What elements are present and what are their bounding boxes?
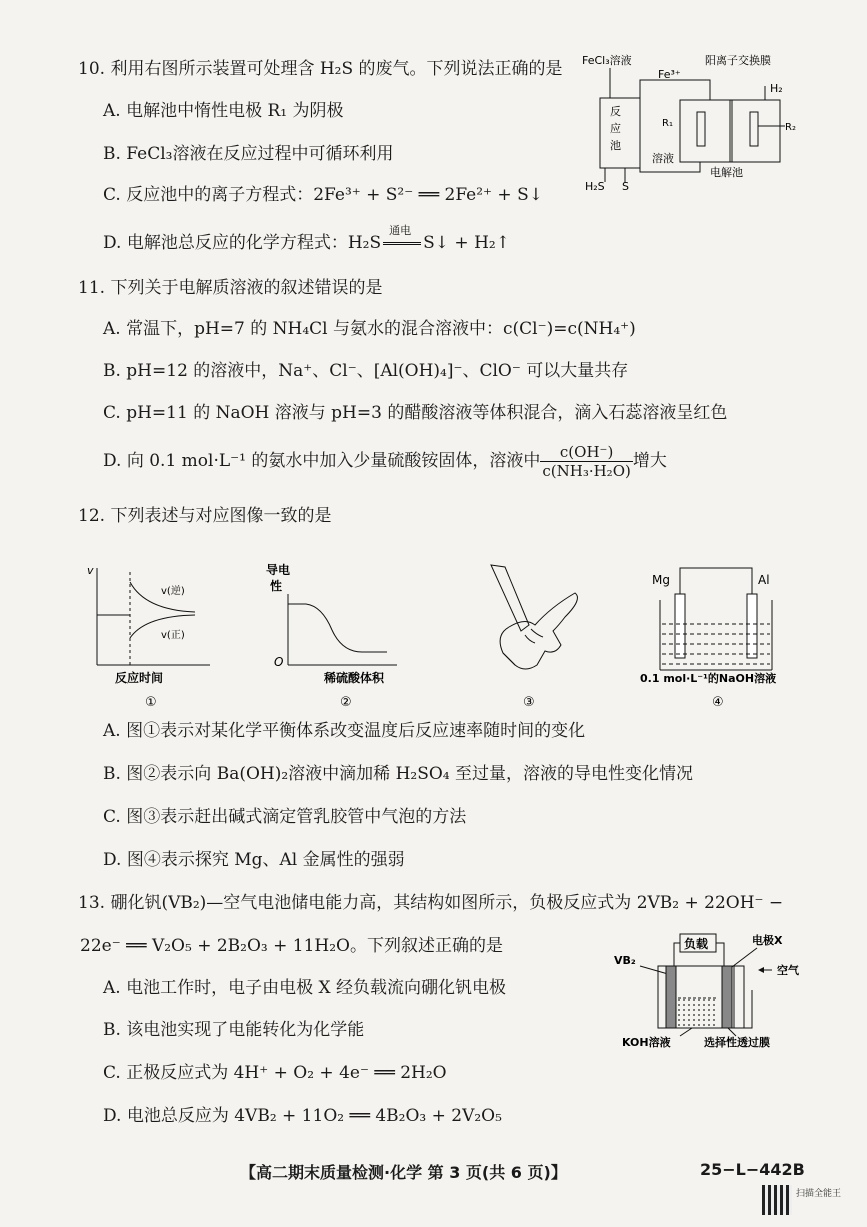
fig1-v: v — [87, 564, 94, 577]
q10-option-d — [103, 224, 510, 254]
q10-stem: 10. 利用右图所示装置可处理含 H₂S 的废气。下列说法正确的是 — [78, 59, 563, 79]
fig1-xlabel: 反应时间 — [115, 671, 164, 685]
q12-option-b: B. 图②表示向 Ba(OH)₂溶液中滴加稀 H₂SO₄ 至过量，溶液的导电性变化情况 — [103, 764, 694, 784]
q13-option-c: C. 正极反应式为 4H⁺ + O₂ + 4e⁻ ══ 2H₂O — [103, 1063, 447, 1083]
q13-fig-air: 空气 — [777, 964, 799, 977]
q10-fig-tank-3: 池 — [610, 139, 621, 152]
q11-d-denominator: c(NH₃·H₂O) — [542, 462, 631, 480]
q12-option-a: A. 图①表示对某化学平衡体系改变温度后反应速率随时间的变化 — [103, 721, 586, 741]
q12-figure-3 — [465, 555, 595, 710]
fig1-num: ① — [145, 695, 157, 710]
q10-fig-r1: R₁ — [662, 118, 673, 129]
q10-fig-cell: 电解池 — [710, 166, 743, 179]
q12-figure-4 — [640, 560, 800, 710]
q12-stem: 12. 下列表述与对应图像一致的是 — [78, 506, 332, 526]
qr-code-icon — [762, 1185, 792, 1215]
fig4-mg: Mg — [652, 573, 670, 587]
fig2-origin: O — [274, 655, 284, 669]
q13-fig-koh: KOH溶液 — [622, 1036, 671, 1049]
q10-d-condition: 通电 — [389, 224, 412, 237]
q10-fig-tank-2: 应 — [610, 122, 621, 135]
q10-fig-r2: R₂ — [785, 122, 796, 133]
q11-option-d — [103, 443, 667, 480]
q10-fig-fecl3: FeCl₃溶液 — [582, 54, 632, 67]
q13-option-b: B. 该电池实现了电能转化为化学能 — [103, 1020, 365, 1040]
q11-d-pre: D. 向 0.1 mol·L⁻¹ 的氨水中加入少量硫酸铵固体，溶液中 — [103, 451, 541, 471]
q13-fig-electrode: 电极X — [752, 934, 783, 947]
q12-option-d: D. 图④表示探究 Mg、Al 金属性的强弱 — [103, 850, 405, 870]
fig2-ylabel-1: 导电 — [266, 563, 291, 577]
fig4-al: Al — [758, 573, 770, 587]
page-footer: 【高二期末质量检测·化学 第 3 页(共 6 页)】 — [240, 1163, 567, 1182]
q11-option-c: C. pH=11 的 NaOH 溶液与 pH=3 的醋酸溶液等体积混合，滴入石蕊溶液呈红色 — [103, 403, 728, 423]
q10-d-pre: D. 电解池总反应的化学方程式：H₂S — [103, 233, 382, 253]
fig2-ylabel-2: 性 — [270, 579, 283, 593]
q13-option-d: D. 电池总反应为 4VB₂ + 11O₂ ══ 4B₂O₃ + 2V₂O₅ — [103, 1106, 502, 1126]
q10-option-a: A. 电解池中惰性电极 R₁ 为阴极 — [103, 101, 344, 121]
fig4-caption: 0.1 mol·L⁻¹的NaOH溶液 — [640, 672, 777, 685]
q10-fig-tank-1: 反 — [610, 105, 621, 118]
q13-fig-membrane: 选择性透过膜 — [704, 1036, 770, 1049]
fig2-xlabel: 稀硫酸体积 — [324, 671, 385, 685]
q12-option-c: C. 图③表示赶出碱式滴定管乳胶管中气泡的方法 — [103, 807, 467, 827]
q13-fig-load: 负载 — [684, 937, 709, 951]
q12-figure-1 — [85, 560, 215, 710]
q13-option-a: A. 电池工作时，电子由电极 X 经负载流向硼化钒电极 — [103, 978, 506, 998]
scanner-badge: 扫描全能王 — [796, 1189, 842, 1199]
q11-d-post: 增大 — [632, 451, 667, 471]
q11-d-fraction — [540, 443, 632, 480]
q13-stem-1: 13. 硼化钒(VB₂)—空气电池储电能力高，其结构如图所示，负极反应式为 2VB₂ + 22OH⁻ − — [78, 893, 784, 913]
q10-fig-h2: H₂ — [770, 82, 783, 95]
q11-d-numerator: c(OH⁻) — [540, 443, 632, 462]
exam-code: 25−L−442B — [700, 1160, 805, 1179]
q10-electrolysis-diagram — [580, 50, 810, 195]
q12-figure-2 — [262, 560, 402, 710]
q11-stem: 11. 下列关于电解质溶液的叙述错误的是 — [78, 278, 383, 298]
q11-option-b: B. pH=12 的溶液中，Na⁺、Cl⁻、[Al(OH)₄]⁻、ClO⁻ 可以大量共存 — [103, 361, 629, 381]
q13-fig-vb2: VB₂ — [614, 954, 636, 967]
q10-option-b: B. FeCl₃溶液在反应过程中可循环利用 — [103, 144, 394, 164]
q11-option-a: A. 常温下，pH=7 的 NH₄Cl 与氨水的混合溶液中：c(Cl⁻)=c(NH₄⁺) — [103, 319, 636, 339]
q10-option-c: C. 反应池中的离子方程式：2Fe³⁺ + S²⁻ ══ 2Fe²⁺ + S↓ — [103, 185, 543, 205]
q10-fig-fe3: Fe³⁺ — [658, 68, 681, 81]
fig2-num: ② — [340, 695, 352, 710]
q10-fig-membrane: 阳离子交换膜 — [705, 54, 771, 67]
fig1-fwd: v(正) — [161, 630, 185, 641]
q13-battery-diagram — [612, 928, 822, 1053]
q10-fig-s: S — [622, 180, 629, 193]
fig4-num: ④ — [712, 695, 724, 710]
q10-fig-solution: 溶液 — [652, 152, 674, 165]
q10-d-post: S↓ + H₂↑ — [423, 233, 510, 253]
fig3-num: ③ — [523, 695, 535, 710]
q13-stem-2: 22e⁻ ══ V₂O₅ + 2B₂O₃ + 11H₂O。下列叙述正确的是 — [80, 936, 503, 956]
fig1-rev: v(逆) — [161, 586, 185, 597]
q10-fig-h2s: H₂S — [585, 180, 605, 193]
